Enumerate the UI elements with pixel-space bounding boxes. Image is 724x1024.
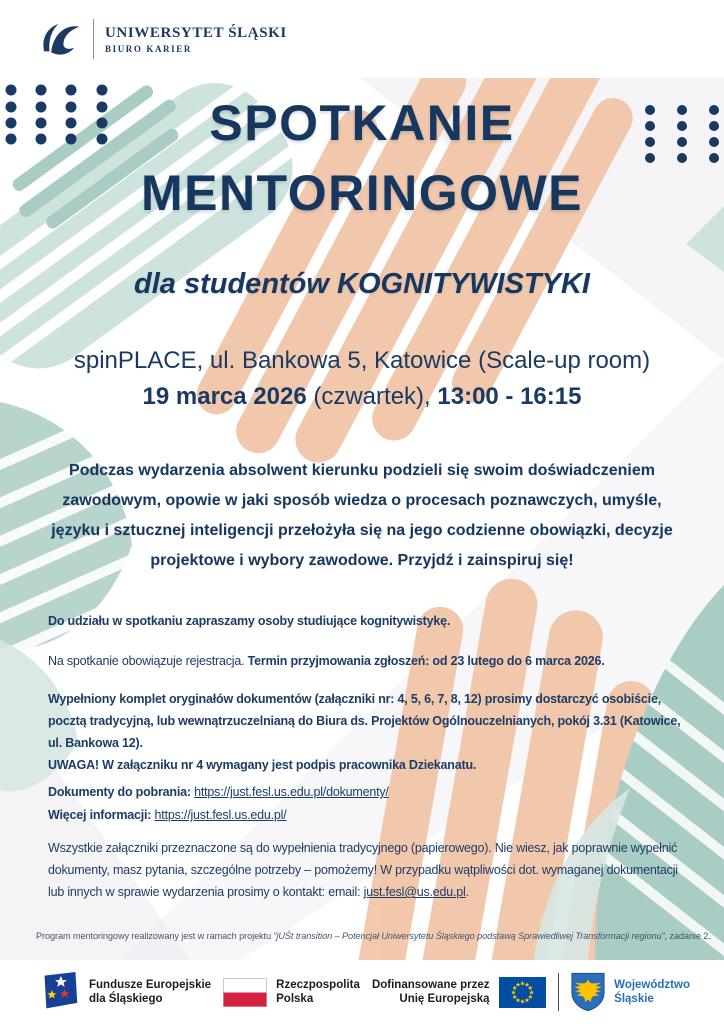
title-line-1: SPOTKANIE xyxy=(209,95,515,151)
logo-divider xyxy=(93,19,94,59)
footer-divider xyxy=(558,973,560,1011)
topbar xyxy=(0,0,724,78)
silesia-line2: Śląskie xyxy=(614,993,654,1005)
poland-label xyxy=(276,978,360,1006)
silesia-line1: Województwo xyxy=(614,979,690,991)
downloads-label: Dokumenty do pobrania: xyxy=(48,785,195,799)
event-date: 19 marca 2026 xyxy=(142,383,307,410)
logo-text xyxy=(105,25,287,54)
eu-flag-icon xyxy=(499,977,546,1008)
eu-funds-line1: Fundusze Europejskie xyxy=(89,979,212,991)
eu-funds-flag-icon xyxy=(40,969,80,1015)
lead-paragraph: Podczas wydarzenia absolwent kierunku podzieli się swoim doświadczeniem zawodowym, opowie w jaki sposób wiedza o procesach poznawczych, umyśle, języku i sztucznej inteligencji przełożyła się na jego codzienne obowiązki, decyzje projektowe i wybory zawodowe. Przyjdź i zainspiruj się! xyxy=(51,462,673,569)
silesia-logo xyxy=(571,972,690,1012)
event-time: 13:00 - 16:15 xyxy=(437,383,582,410)
poland-line2: Polska xyxy=(276,993,314,1005)
eu-cofund-line1: Dofinansowane przez xyxy=(371,979,490,991)
career-office-name: BIURO KARIER xyxy=(105,43,192,54)
poland-line1: Rzeczpospolita xyxy=(276,979,360,991)
footnote-post: , zadanie 2. xyxy=(664,931,711,941)
university-name: UNIWERSYTET ŚLĄSKI xyxy=(105,24,287,41)
poland-logo xyxy=(223,978,360,1007)
eu-cofund-line2: Unię Europejską xyxy=(399,993,490,1005)
eu-funds-line2: dla Śląskiego xyxy=(89,993,163,1005)
footnote-project-name: “jUŚt transition – Potencjał Uniwersytetu Śląskiego podstawą Sprawiedliwej Transformacji regionu” xyxy=(273,931,665,941)
date-line xyxy=(0,383,724,411)
info-row xyxy=(48,804,690,827)
registration-line xyxy=(48,650,690,672)
downloads-link[interactable]: https://just.fesl.us.edu.pl/dokumenty/ xyxy=(194,785,389,799)
title-line-2: MENTORINGOWE xyxy=(140,165,584,221)
contact-email-link[interactable]: just.fesl@us.edu.pl xyxy=(363,885,466,899)
university-logo xyxy=(38,19,287,59)
help-text-end: . xyxy=(465,885,469,899)
us-logo-mark-icon xyxy=(38,20,82,58)
eu-cofund-label xyxy=(372,978,490,1006)
silesia-label xyxy=(614,978,690,1006)
links-block xyxy=(48,781,690,827)
funding-footer xyxy=(0,960,724,1024)
silesia-crest-icon xyxy=(571,972,605,1012)
eu-funds-label xyxy=(89,978,211,1006)
eu-cofund-logo xyxy=(372,977,546,1008)
venue-line: spinPLACE, ul. Bankowa 5, Katowice (Scale-up room) xyxy=(73,347,651,374)
page-title xyxy=(0,88,724,228)
eu-funds-logo xyxy=(40,969,211,1015)
invite-line: Do udziału w spotkaniu zapraszamy osoby studiujące kognitywistykę. xyxy=(48,614,451,628)
subtitle: dla studentów KOGNITYWISTYKI xyxy=(134,268,590,300)
registration-deadline: Termin przyjmowania zgłoszeń: od 23 lutego do 6 marca 2026. xyxy=(247,654,605,668)
footnote-pre: Program mentoringowy realizowany jest w ramach projektu xyxy=(36,931,274,941)
event-weekday: (czwartek), xyxy=(306,383,438,410)
documents-paragraph xyxy=(48,688,690,776)
project-footnote xyxy=(36,931,716,941)
downloads-row xyxy=(48,781,690,804)
registration-plain: Na spotkanie obowiązuje rejestracja. xyxy=(48,654,248,668)
info-label: Więcej informacji: xyxy=(48,808,155,822)
documents-warning: UWAGA! W załączniku nr 4 wymagany jest podpis pracownika Dziekanatu. xyxy=(48,758,477,772)
info-link[interactable]: https://just.fesl.us.edu.pl/ xyxy=(154,808,287,822)
help-paragraph xyxy=(48,837,690,903)
documents-instructions: Wypełniony komplet oryginałów dokumentów (załączniki nr: 4, 5, 6, 7, 8, 12) prosimy dostarczyć osobiście, pocztą tradycyjną, lub wewnątrzuczelnianą do Biura ds. Projektów Ogólnouczelnianych, pokój 3.31 (Katowice, ul. Bankowa 12). xyxy=(48,692,681,750)
help-text: Wszystkie załączniki przeznaczone są do wypełnienia tradycyjnego (papierowego). Nie wiesz, jak poprawnie wypełnić dokumenty, masz pytania, szczególne potrzeby – pomożemy! W przypadku wątpliwości dot. wymaganej dokumentacji lub innych w sprawie wydarzenia prosimy o kontakt: email: xyxy=(48,841,678,899)
poland-flag-icon xyxy=(223,978,267,1007)
